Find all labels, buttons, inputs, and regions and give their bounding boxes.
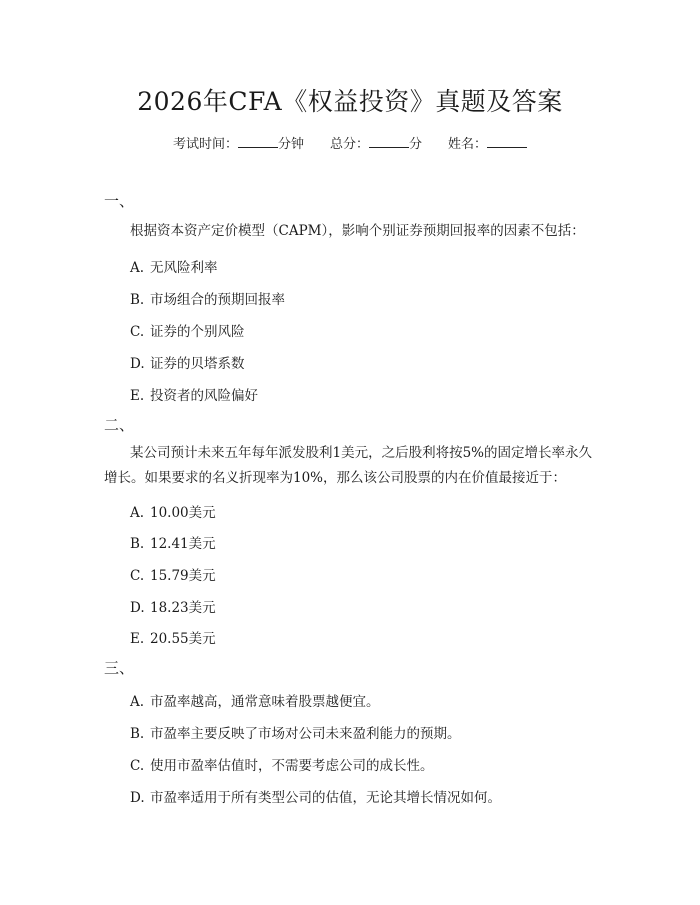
score-unit: 分 (409, 137, 423, 152)
option-text: 15.79美元 (150, 568, 216, 584)
option-letter: B. (130, 726, 145, 742)
option-text: 18.23美元 (150, 600, 216, 616)
question-3-option-d (130, 786, 501, 806)
time-unit: 分钟 (277, 137, 304, 152)
question-1-stem: 根据资本资产定价模型（CAPM），影响个别证券预期回报率的因素不包括： (130, 223, 585, 239)
option-letter: B. (130, 536, 145, 552)
option-text: 无风险利率 (150, 260, 218, 276)
option-text: 使用市盈率估值时，不需要考虑公司的成长性。 (150, 758, 434, 774)
question-1-option-d (130, 352, 245, 372)
option-text: 市盈率适用于所有类型公司的估值，无论其增长情况如何。 (150, 790, 501, 806)
score-label: 总分： (329, 137, 369, 152)
option-text: 市场组合的预期回报率 (150, 292, 285, 308)
option-text: 证券的个别风险 (150, 324, 245, 340)
option-letter: A. (130, 260, 145, 276)
option-letter: E. (130, 631, 145, 647)
exam-meta (0, 133, 700, 152)
question-1-option-b (130, 288, 285, 308)
option-letter: D. (130, 600, 145, 616)
option-text: 10.00美元 (150, 505, 216, 521)
name-blank (487, 135, 527, 148)
option-text: 市盈率主要反映了市场对公司未来盈利能力的预期。 (150, 726, 461, 742)
question-1-option-c (130, 320, 245, 340)
option-letter: A. (130, 694, 145, 710)
option-letter: C. (130, 568, 145, 584)
option-letter: D. (130, 790, 145, 806)
option-text: 12.41美元 (150, 536, 216, 552)
question-2-stem: 某公司预计未来五年每年派发股利1美元，之后股利将按5%的固定增长率永久增长。如果要求的名义折现率为10%，那么该公司股票的内在价值最接近于： (104, 445, 593, 486)
option-text: 证券的贝塔系数 (150, 356, 245, 372)
option-letter: A. (130, 505, 145, 521)
time-blank (238, 135, 278, 148)
page-title: 2026年CFA《权益投资》真题及答案 (137, 87, 563, 116)
option-text: 市盈率越高，通常意味着股票越便宜。 (150, 694, 380, 710)
option-text: 投资者的风险偏好 (150, 388, 258, 404)
time-label: 考试时间： (172, 137, 238, 152)
option-letter: B. (130, 292, 145, 308)
question-3-option-b (130, 722, 461, 742)
question-2-option-c (130, 564, 216, 584)
question-3-number: 三、 (104, 659, 135, 677)
option-text: 20.55美元 (150, 631, 216, 647)
question-3-option-c (130, 754, 434, 774)
question-2-option-b (130, 532, 216, 552)
question-1-option-e (130, 384, 258, 404)
question-2-option-a (130, 501, 216, 521)
option-letter: C. (130, 758, 145, 774)
question-1-number: 一、 (104, 192, 135, 210)
question-2-number: 二、 (104, 416, 135, 434)
option-letter: D. (130, 356, 145, 372)
option-letter: C. (130, 324, 145, 340)
option-letter: E. (130, 388, 145, 404)
question-2-option-d (130, 596, 216, 616)
question-1-option-a (130, 256, 218, 276)
question-3-option-a (130, 690, 380, 710)
name-label: 姓名： (448, 137, 488, 152)
score-blank (369, 135, 409, 148)
question-2-option-e (130, 627, 216, 647)
